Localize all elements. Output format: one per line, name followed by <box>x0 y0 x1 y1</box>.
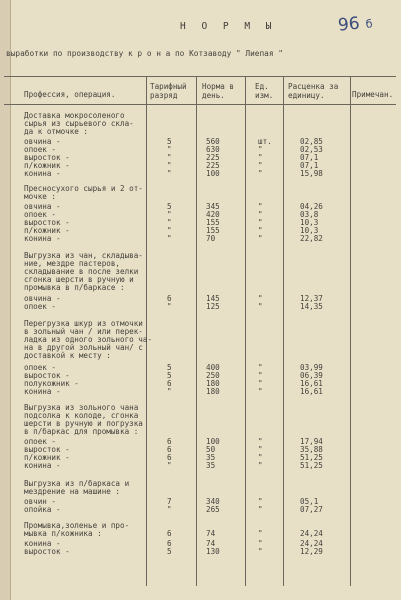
row-41-unit: " <box>258 497 263 506</box>
row-30-name: конина - <box>24 387 61 396</box>
row-44-unit: " <box>258 529 263 538</box>
row-22-name: Перегрузка шкур из отмочки <box>24 319 143 328</box>
row-36-grade: 6 <box>167 445 172 454</box>
row-21-grade: " <box>167 302 172 311</box>
row-37-norm: 35 <box>206 453 216 462</box>
row-7-rate: 15,98 <box>300 169 323 178</box>
row-10-norm: 345 <box>206 202 220 211</box>
row-27-grade: 5 <box>167 363 172 372</box>
row-21-name: опоек - <box>24 302 57 311</box>
row-18-name: сгонка шерсти в ручную и <box>24 275 134 284</box>
row-20-name: овчина - <box>24 294 61 303</box>
row-14-name: конина - <box>24 234 61 243</box>
row-28-norm: 250 <box>206 371 220 380</box>
row-8-name: Пресносухого сырья и 2 от- <box>24 184 143 193</box>
row-20-unit: " <box>258 294 263 303</box>
row-3-unit: шт. <box>258 137 272 146</box>
row-45-grade: 6 <box>167 539 172 548</box>
row-29-grade: 6 <box>167 379 172 388</box>
row-27-unit: " <box>258 363 263 372</box>
row-1-name: сырья из сырьевого скла- <box>24 119 134 128</box>
row-10-grade: 5 <box>167 202 172 211</box>
row-6-norm: 225 <box>206 161 220 170</box>
row-27-name: опоек - <box>24 363 57 372</box>
row-30-rate: 16,61 <box>300 387 323 396</box>
row-46-unit: " <box>258 547 263 556</box>
row-5-rate: 07,1 <box>300 153 319 162</box>
row-45-name: конина - <box>24 539 61 548</box>
document-subtitle: выработки по производству к р о н а по Котзаводу " Лиепая " <box>6 49 283 58</box>
row-36-unit: " <box>258 445 263 454</box>
row-28-unit: " <box>258 371 263 380</box>
row-13-unit: " <box>258 226 263 235</box>
row-3-name: овчина - <box>24 137 61 146</box>
row-21-unit: " <box>258 302 263 311</box>
row-35-name: опоек - <box>24 437 57 446</box>
row-31-name: Выгрузка из зольного чана <box>24 403 139 412</box>
row-14-unit: " <box>258 234 263 243</box>
row-11-unit: " <box>258 210 263 219</box>
row-14-grade: " <box>167 234 172 243</box>
row-35-norm: 100 <box>206 437 220 446</box>
row-20-grade: 6 <box>167 294 172 303</box>
header-grade: Тарифный разряд <box>150 82 187 100</box>
row-42-name: опойка - <box>24 505 61 514</box>
row-39-name: Выгрузка из п/баркаса и <box>24 479 130 488</box>
row-4-name: опоек - <box>24 145 57 154</box>
row-37-grade: 6 <box>167 453 172 462</box>
row-46-norm: 130 <box>206 547 220 556</box>
row-6-grade: " <box>167 161 172 170</box>
row-41-norm: 340 <box>206 497 220 506</box>
row-12-grade: " <box>167 218 172 227</box>
row-10-unit: " <box>258 202 263 211</box>
row-5-norm: 225 <box>206 153 220 162</box>
row-5-name: выросток - <box>24 153 70 162</box>
row-42-unit: " <box>258 505 263 514</box>
row-42-grade: " <box>167 505 172 514</box>
row-42-norm: 265 <box>206 505 220 514</box>
row-30-norm: 180 <box>206 387 220 396</box>
row-13-name: п/кожник - <box>24 226 70 235</box>
document-title: Н О Р М Ы <box>180 21 277 32</box>
row-28-rate: 06,39 <box>300 371 323 380</box>
row-23-name: в зольный чан / или перек- <box>24 327 143 336</box>
column-divider-2 <box>196 76 197 586</box>
row-6-rate: 07,1 <box>300 161 319 170</box>
row-15-name: Выгрузка из чан, складыва- <box>24 251 143 260</box>
page-number <box>337 12 373 35</box>
row-16-name: ние, мездре пастеров, <box>24 259 121 268</box>
header-unit: Ед. изм. <box>255 82 274 100</box>
column-divider-1 <box>146 76 147 586</box>
row-4-norm: 630 <box>206 145 220 154</box>
row-0-name: Доставка мокросоленого <box>24 111 125 120</box>
page-binding-edge <box>0 0 11 600</box>
row-11-grade: " <box>167 210 172 219</box>
row-43-name: Промывка,золенье и про- <box>24 521 130 530</box>
row-33-name: шерсти в ручную и погрузка <box>24 419 143 428</box>
row-35-unit: " <box>258 437 263 446</box>
row-13-rate: 10,3 <box>300 226 319 235</box>
row-12-rate: 10,3 <box>300 218 319 227</box>
row-7-norm: 100 <box>206 169 220 178</box>
row-19-name: промывка в п/баркасе : <box>24 283 125 292</box>
row-20-rate: 12,37 <box>300 294 323 303</box>
row-14-rate: 22,82 <box>300 234 323 243</box>
row-38-norm: 35 <box>206 461 216 470</box>
row-12-unit: " <box>258 218 263 227</box>
row-46-rate: 12,29 <box>300 547 323 556</box>
row-36-rate: 35,88 <box>300 445 323 454</box>
row-46-grade: 5 <box>167 547 172 556</box>
row-44-norm: 74 <box>206 529 216 538</box>
row-27-norm: 400 <box>206 363 220 372</box>
row-36-name: выросток - <box>24 445 70 454</box>
row-37-name: п/кожник - <box>24 453 70 462</box>
row-3-rate: 02,85 <box>300 137 323 146</box>
row-46-name: выросток - <box>24 547 70 556</box>
row-29-rate: 16,61 <box>300 379 323 388</box>
row-20-norm: 145 <box>206 294 220 303</box>
row-36-norm: 50 <box>206 445 216 454</box>
row-28-name: выросток - <box>24 371 70 380</box>
row-21-rate: 14,35 <box>300 302 323 311</box>
row-7-name: конина - <box>24 169 61 178</box>
header-bottom-rule <box>4 104 396 105</box>
header-note: Примечан. <box>352 90 394 99</box>
column-divider-4 <box>283 76 284 586</box>
row-13-norm: 155 <box>206 226 220 235</box>
row-13-grade: " <box>167 226 172 235</box>
row-28-grade: 5 <box>167 371 172 380</box>
row-2-name: да к отмочке : <box>24 127 89 136</box>
row-5-unit: " <box>258 153 263 162</box>
page-number-suffix: б <box>365 17 374 31</box>
row-10-rate: 04,26 <box>300 202 323 211</box>
row-44-name: мывка п/кожника : <box>24 529 102 538</box>
row-3-norm: 560 <box>206 137 220 146</box>
row-6-unit: " <box>258 161 263 170</box>
row-4-rate: 02,53 <box>300 145 323 154</box>
row-38-rate: 51,25 <box>300 461 323 470</box>
row-42-rate: 07,27 <box>300 505 323 514</box>
row-17-name: складывание в после зелки <box>24 267 139 276</box>
row-37-rate: 51,25 <box>300 453 323 462</box>
row-37-unit: " <box>258 453 263 462</box>
header-name: Профессия, операция. <box>24 90 116 99</box>
row-40-name: мездрение на машине : <box>24 487 121 496</box>
row-45-rate: 24,24 <box>300 539 323 548</box>
row-26-name: доставкой к месту : <box>24 351 111 360</box>
column-divider-5 <box>350 76 351 586</box>
row-12-norm: 155 <box>206 218 220 227</box>
header-norm: Норма в день. <box>202 82 235 100</box>
header-rate: Расценка за единицу. <box>288 82 339 100</box>
row-12-name: выросток - <box>24 218 70 227</box>
row-4-unit: " <box>258 145 263 154</box>
row-38-name: конина - <box>24 461 61 470</box>
row-38-unit: " <box>258 461 263 470</box>
row-44-rate: 24,24 <box>300 529 323 538</box>
row-45-unit: " <box>258 539 263 548</box>
row-38-grade: " <box>167 461 172 470</box>
row-7-grade: " <box>167 169 172 178</box>
row-27-rate: 03,99 <box>300 363 323 372</box>
row-14-norm: 70 <box>206 234 216 243</box>
row-11-norm: 420 <box>206 210 220 219</box>
row-11-rate: 03,8 <box>300 210 319 219</box>
header-top-rule <box>4 76 396 77</box>
row-35-rate: 17,94 <box>300 437 323 446</box>
row-41-name: овчин - <box>24 497 57 506</box>
row-32-name: подсолка к колоде, сгонка <box>24 411 139 420</box>
row-10-name: овчина - <box>24 202 61 211</box>
row-34-name: в п/баркас для промывка : <box>24 427 139 436</box>
row-35-grade: 6 <box>167 437 172 446</box>
row-11-name: опоек - <box>24 210 57 219</box>
row-7-unit: " <box>258 169 263 178</box>
row-25-name: на в другой зольный чан/ с <box>24 343 143 352</box>
row-9-name: мочке : <box>24 192 57 201</box>
row-45-norm: 74 <box>206 539 216 548</box>
row-24-name: ладка из одного зольного ча- <box>24 335 153 344</box>
row-41-rate: 05,1 <box>300 497 319 506</box>
row-5-grade: " <box>167 153 172 162</box>
row-29-norm: 180 <box>206 379 220 388</box>
row-29-unit: " <box>258 379 263 388</box>
row-3-grade: 5 <box>167 137 172 146</box>
column-divider-3 <box>245 76 246 586</box>
row-30-grade: " <box>167 387 172 396</box>
row-41-grade: 7 <box>167 497 172 506</box>
page-number-value: 96 <box>337 13 361 36</box>
row-30-unit: " <box>258 387 263 396</box>
row-29-name: полукожник - <box>24 379 79 388</box>
row-44-grade: 6 <box>167 529 172 538</box>
row-6-name: п/кожник - <box>24 161 70 170</box>
row-21-norm: 125 <box>206 302 220 311</box>
row-4-grade: " <box>167 145 172 154</box>
